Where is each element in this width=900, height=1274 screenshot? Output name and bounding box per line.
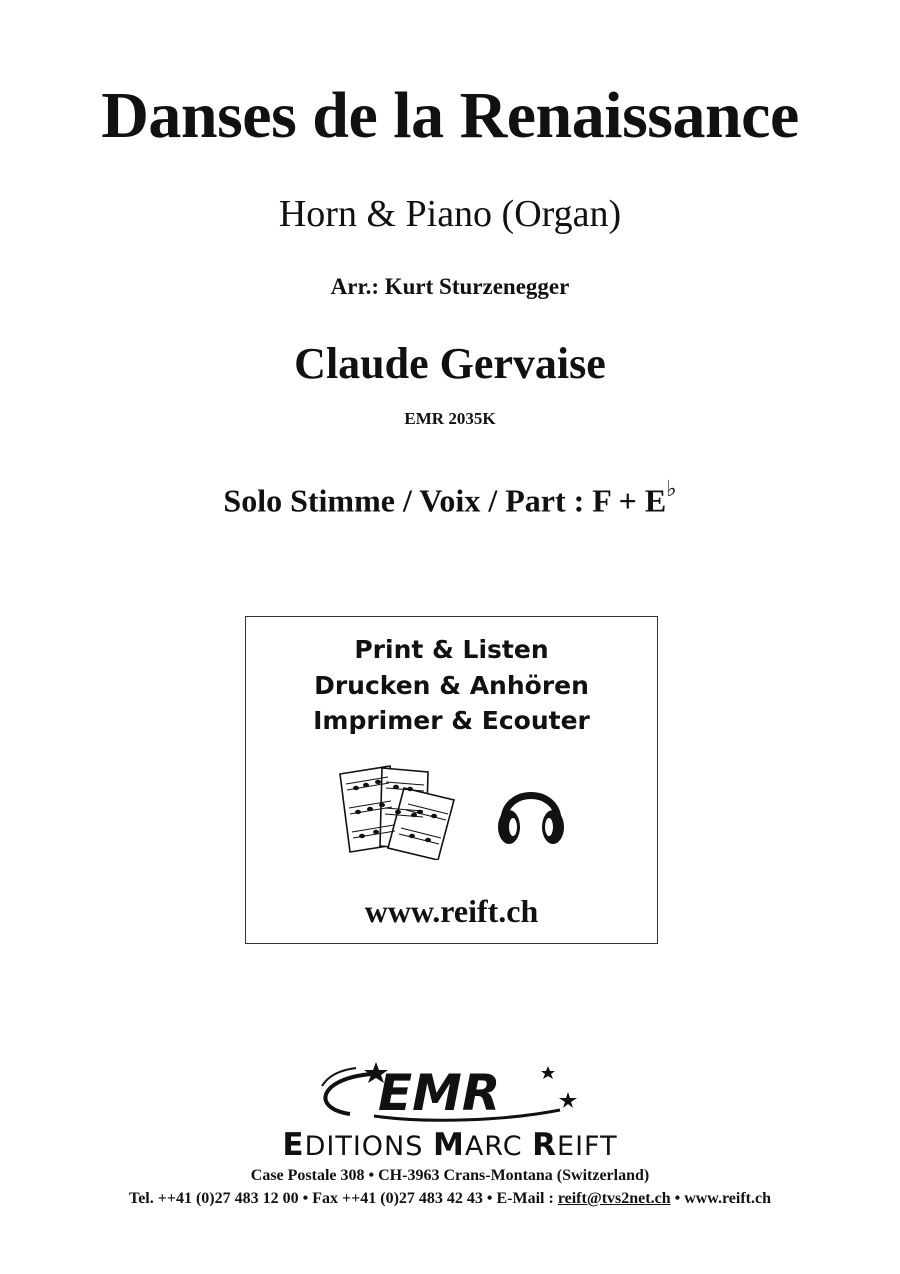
- page-title: Danses de la Renaissance: [101, 79, 799, 152]
- flat-symbol: ♭: [666, 476, 677, 501]
- sheet-music-icon: [334, 760, 464, 860]
- composer: Claude Gervaise: [294, 339, 606, 388]
- email-link[interactable]: reift@tvs2net.ch: [557, 1190, 671, 1207]
- headphones-icon: [496, 769, 566, 849]
- publisher-contact: Tel. ++41 (0)27 483 12 00 • Fax ++41 (0)27 483 42 43 • E-Mail : reift@tvs2net.ch • www.reift.ch: [128, 1190, 771, 1207]
- promo-line-english: Print & Listen: [354, 635, 549, 664]
- catalog-number: EMR 2035K: [404, 409, 496, 428]
- emr-logo-text: EMR: [378, 1064, 501, 1122]
- print-listen-box: [245, 616, 658, 944]
- part-label: [0, 476, 900, 520]
- publisher-address: Case Postale 308 • CH-3963 Crans-Montana (Switzerland): [250, 1167, 650, 1184]
- instrumentation: Horn & Piano (Organ): [278, 193, 622, 235]
- arranger: Arr.: Kurt Sturzenegger: [330, 274, 570, 299]
- promo-line-french: Imprimer & Ecouter: [313, 706, 590, 735]
- emr-logo: [310, 1060, 590, 1124]
- promo-line-german: Drucken & Anhören: [314, 671, 589, 700]
- promo-url[interactable]: www.reift.ch: [364, 893, 539, 929]
- publisher-name: EDITIONS MARC REIFT: [282, 1127, 618, 1163]
- part-text: Solo Stimme / Voix / Part : F + E: [223, 482, 667, 519]
